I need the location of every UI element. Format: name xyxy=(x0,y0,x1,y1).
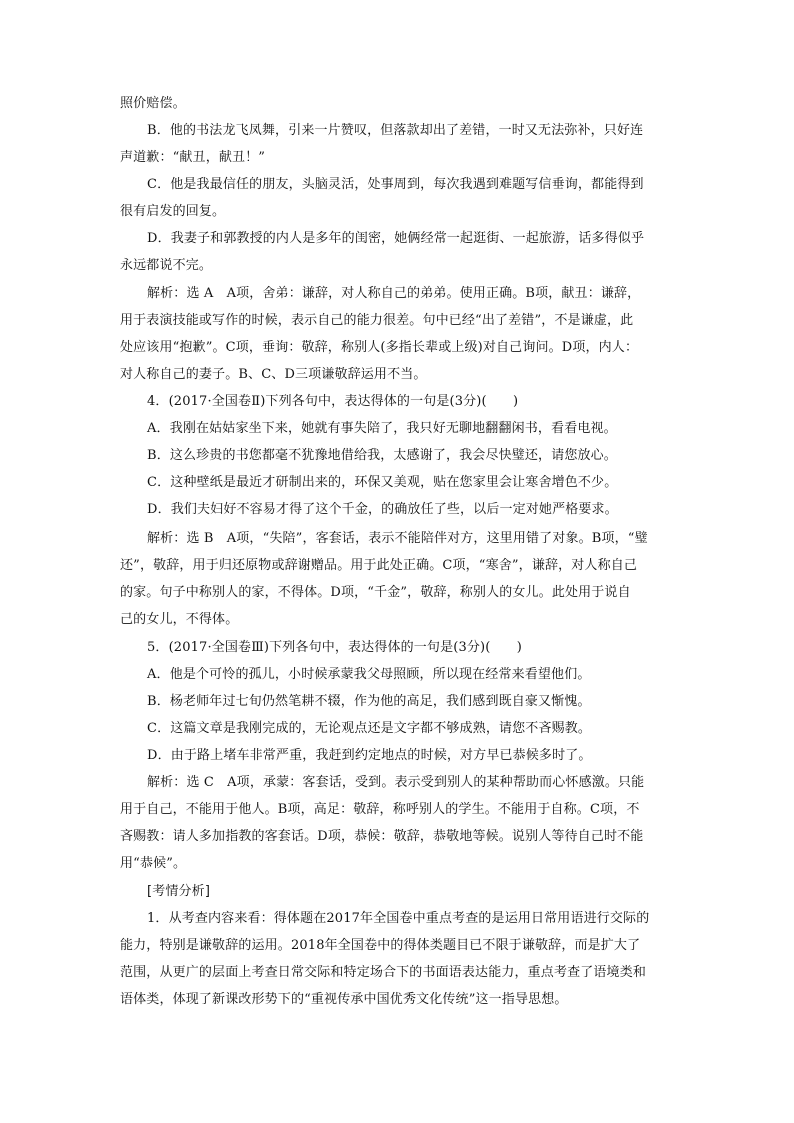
doc-line-10: 处应该用“抱歉”。C项，垂询：敬辞，称别人(多指长辈或上级)对自己询问。D项，内人： xyxy=(120,340,639,355)
doc-line-04: C．他是我最信任的朋友，头脑灵活，处事周到，每次我遇到难题写信垂询，都能得到 xyxy=(147,177,644,192)
doc-line-26: 解析：选 C A项，承蒙：客套话，受到。表示受到别人的某种帮助而心怀感激。只能 xyxy=(147,775,645,790)
doc-line-12: 4．(2017·全国卷Ⅱ)下列各句中，表达得体的一句是(3分)( ) xyxy=(147,394,519,409)
doc-line-15: C．这种壁纸是最近才研制出来的，环保又美观，贴在您家里会让寒舍增色不少。 xyxy=(147,475,618,490)
doc-line-34: 语体类，体现了新课改形势下的“重视传承中国优秀文化传统”这一指导思想。 xyxy=(120,992,568,1007)
doc-line-24: C．这篇文章是我刚完成的，无论观点还是文字都不够成熟，请您不吝赐教。 xyxy=(147,721,592,736)
doc-line-01: 照价赔偿。 xyxy=(120,96,186,111)
doc-line-19: 的家。句子中称别人的家，不得体。D项，“千金”，敬辞，称别人的女儿。此处用于说自 xyxy=(120,585,631,600)
doc-line-21: 5．(2017·全国卷Ⅲ)下列各句中，表达得体的一句是(3分)( ) xyxy=(147,640,522,655)
doc-line-02: B．他的书法龙飞凤舞，引来一片赞叹，但落款却出了差错，一时又无法弥补，只好连 xyxy=(147,123,644,138)
doc-line-25: D．由于路上堵车非常严重，我赶到约定地点的时候，对方早已恭候多时了。 xyxy=(147,748,592,763)
doc-line-16: D．我们夫妇好不容易才得了这个千金，的确放任了些，以后一定对她严格要求。 xyxy=(147,502,618,517)
section-heading-exam-analysis: [考情分析] xyxy=(147,884,211,899)
doc-line-11: 对人称自己的妻子。B、C、D三项谦敬辞运用不当。 xyxy=(120,367,427,382)
doc-line-07: 永远都说不完。 xyxy=(120,258,213,273)
doc-line-03: 声道歉：“献丑，献丑！” xyxy=(120,150,266,165)
doc-line-06: D．我妻子和郭教授的内人是多年的闺密，她俩经常一起逛街、一起旅游，话多得似乎 xyxy=(147,231,645,246)
doc-line-13: A．我刚在姑姑家坐下来，她就有事失陪了，我只好无聊地翻翻闲书，看看电视。 xyxy=(147,421,617,436)
doc-line-33: 范围，从更广的层面上考查日常交际和特定场合下的书面语表达能力，重点考查了语境类和 xyxy=(120,965,647,980)
doc-line-09: 用于表演技能或写作的时候，表示自己的能力很差。句中已经“出了差错”，不是谦虚，此 xyxy=(120,313,634,328)
doc-line-22: A．他是个可怜的孤儿，小时候承蒙我父母照顾，所以现在经常来看望他们。 xyxy=(147,667,591,682)
doc-line-29: 用“恭候”。 xyxy=(120,856,187,871)
doc-line-28: 吝赐教：请人多加指教的客套话。D项，恭候：敬辞，恭敬地等候。说别人等待自己时不能 xyxy=(120,829,644,844)
doc-line-31: 1．从考查内容来看：得体题在2017年全国卷中重点考查的是运用日常用语进行交际的 xyxy=(147,911,650,926)
doc-line-14: B．这么珍贵的书您都毫不犹豫地借给我，太感谢了，我会尽快璧还，请您放心。 xyxy=(147,448,617,463)
doc-line-32: 能力，特别是谦敬辞的运用。2018年全国卷中的得体类题目已不限于谦敬辞，而是扩大了 xyxy=(120,938,641,953)
doc-line-17: 解析：选 B A项，“失陪”，客套话，表示不能陪伴对方，这里用错了对象。B项，“璧 xyxy=(147,531,648,546)
doc-line-27: 用于自己，不能用于他人。B项，高足：敬辞，称呼别人的学生。不能用于自称。C项，不 xyxy=(120,802,640,817)
doc-line-08: 解析：选 A A项，舍弟：谦辞，对人称自己的弟弟。使用正确。B项，献丑：谦辞， xyxy=(147,286,641,301)
doc-line-23: B．杨老师年过七旬仍然笔耕不辍，作为他的高足，我们感到既自豪又惭愧。 xyxy=(147,694,591,709)
doc-line-20: 己的女儿，不得体。 xyxy=(120,612,239,627)
doc-line-05: 很有启发的回复。 xyxy=(120,204,226,219)
doc-line-18: 还”，敬辞，用于归还原物或辞谢赠品。用于此处正确。C项，“寒舍”，谦辞，对人称自己 xyxy=(120,558,638,573)
